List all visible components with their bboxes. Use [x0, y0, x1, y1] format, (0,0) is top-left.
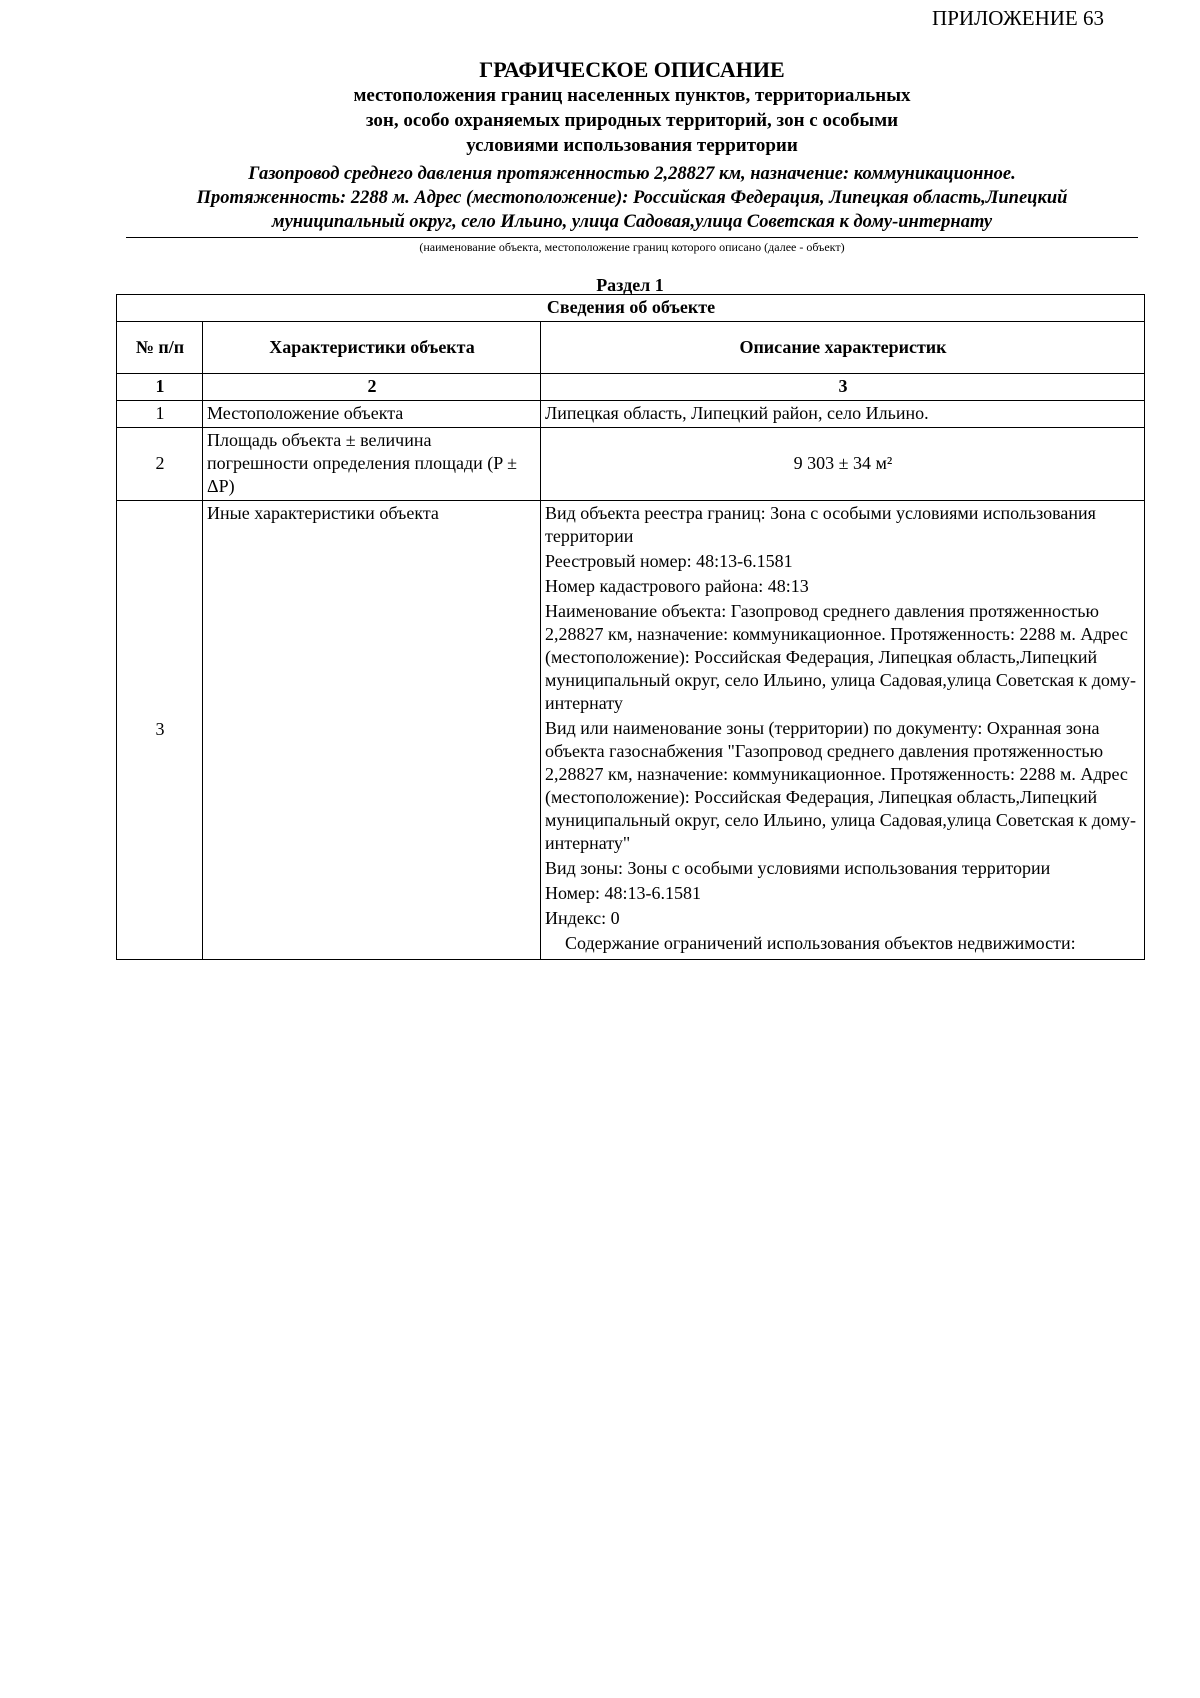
- description-paragraph: Вид зоны: Зоны с особыми условиями использования территории: [545, 858, 1051, 878]
- object-info-table: [116, 294, 1145, 960]
- row-characteristic: Площадь объекта ± величина погрешности определения площади (P ± ΔP): [203, 428, 541, 501]
- subtitle-line-2: зон, особо охраняемых природных территорий, зон с особыми: [365, 110, 899, 131]
- subtitle-line-1: местоположения границ населенных пунктов, территориальных: [353, 85, 911, 106]
- row-characteristic: Местоположение объекта: [203, 401, 541, 428]
- table-row: [117, 428, 1145, 501]
- title-block: [0, 56, 1200, 158]
- object-caption: (наименование объекта, местоположение границ которого описано (далее - объект): [419, 240, 845, 254]
- row-number: 2: [117, 428, 203, 501]
- object-name-line-3: муниципальный округ, село Ильино, улица Садовая,улица Советская к дому-интернату: [271, 212, 993, 232]
- description-paragraph: Вид объекта реестра границ: Зона с особыми условиями использования территории: [545, 503, 1096, 546]
- description-paragraph: Номер: 48:13-6.1581: [545, 883, 702, 903]
- column-number: 3: [541, 374, 1145, 401]
- column-number: 1: [117, 374, 203, 401]
- description-paragraph: Содержание ограничений использования объектов недвижимости:: [565, 933, 1076, 953]
- header-description: Описание характеристик: [541, 322, 1145, 374]
- description-paragraph: Вид или наименование зоны (территории) по документу: Охранная зона объекта газоснабжения "Газопровод среднего давления протяженностью 2,28827 км, назначение: коммуникационное. Протяженность: 2288 м. Адрес (местоположение): Российская Федерация, Липецкая область,Липецкий муниципальный округ, село Ильино, улица Садовая,улица Советская к дому-интернату": [545, 718, 1136, 853]
- description-paragraph: Реестровый номер: 48:13-6.1581: [545, 551, 793, 571]
- row-description: [541, 501, 1145, 960]
- row-description: 9 303 ± 34 м²: [541, 428, 1145, 501]
- description-paragraph: Наименование объекта: Газопровод среднего давления протяженностью 2,28827 км, назначение: коммуникационное. Протяженность: 2288 м. Адрес (местоположение): Российская Федерация, Липецкая область,Липецкий муниципальный округ, село Ильино, улица Садовая,улица Советская к дому-интернату: [545, 601, 1136, 713]
- section-title: Раздел 1: [596, 275, 664, 295]
- underline-divider: [126, 237, 1138, 238]
- object-name-line-2: Протяженность: 2288 м. Адрес (местоположение): Российская Федерация, Липецкая область,Липецкий: [196, 188, 1068, 208]
- document-title: ГРАФИЧЕСКОЕ ОПИСАНИЕ: [479, 57, 785, 82]
- row-characteristic: Иные характеристики объекта: [203, 501, 541, 960]
- row-number: 3: [117, 501, 203, 960]
- table-header-row: [117, 322, 1145, 374]
- table-title-row: [117, 295, 1145, 322]
- column-number-row: [117, 374, 1145, 401]
- subtitle-line-3: условиями использования территории: [466, 135, 798, 156]
- column-number: 2: [203, 374, 541, 401]
- appendix-label: ПРИЛОЖЕНИЕ 63: [932, 6, 1104, 30]
- row-description: Липецкая область, Липецкий район, село Ильино.: [541, 401, 1145, 428]
- table-title: Сведения об объекте: [117, 295, 1145, 322]
- description-paragraph: Индекс: 0: [545, 908, 620, 928]
- object-name-line-1: Газопровод среднего давления протяженностью 2,28827 км, назначение: коммуникационное.: [248, 164, 1016, 184]
- description-paragraph: Номер кадастрового района: 48:13: [545, 576, 809, 596]
- table-row: [117, 401, 1145, 428]
- header-characteristic: Характеристики объекта: [203, 322, 541, 374]
- header-num: № п/п: [117, 322, 203, 374]
- object-name: [126, 162, 1138, 234]
- row-number: 1: [117, 401, 203, 428]
- table-row: [117, 501, 1145, 960]
